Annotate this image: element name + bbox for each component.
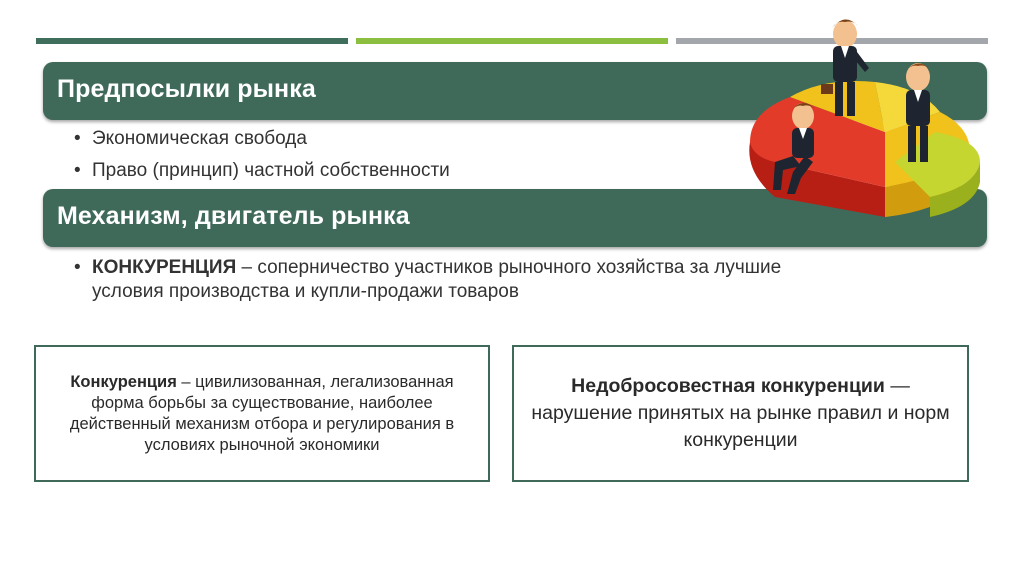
mechanism-title: Механизм, двигатель рынка: [57, 202, 410, 230]
competition-box-term: Конкуренция: [70, 372, 177, 391]
top-accent-bar-light-green: [356, 38, 668, 44]
businessmen-on-pie-chart-icon: [735, 12, 985, 222]
competition-box-text: – цивилизованная, легализованная форма борьбы за существование, наиболее действенный механизм отбора и регулирования в условиях рыночной экономики: [69, 372, 455, 454]
bullet-item-economic-freedom: [74, 127, 307, 151]
bullet-item-competition: [74, 256, 954, 304]
prerequisites-title: Предпосылки рынка: [57, 75, 316, 103]
competition-definition-line1: – соперничество участников рыночного хозяйства за лучшие: [236, 257, 782, 278]
unfair-competition-text: [531, 373, 951, 454]
bullet-dot-icon: •: [74, 160, 81, 181]
competition-definition-text: [47, 372, 477, 456]
unfair-competition-definition: — нарушение принятых на рынке правил и норм конкуренции: [531, 375, 950, 451]
unfair-competition-box: [512, 345, 969, 482]
competition-definition-line2: условия производства и купли-продажи товаров: [92, 281, 519, 302]
top-accent-bar-dark-green: [36, 38, 348, 44]
bullet-dot-icon: •: [74, 257, 81, 278]
unfair-competition-term: Недобросовестная конкуренции: [571, 375, 885, 397]
competition-term: КОНКУРЕНЦИЯ: [92, 257, 237, 278]
bullet-dot-icon: •: [74, 128, 81, 149]
bullet-text: Экономическая свобода: [92, 128, 307, 149]
bullet-text: Право (принцип) частной собственности: [92, 160, 450, 181]
pie-chart-icon: [749, 81, 980, 217]
competition-definition-box: [34, 345, 490, 482]
bullet-item-private-property: [74, 159, 450, 183]
